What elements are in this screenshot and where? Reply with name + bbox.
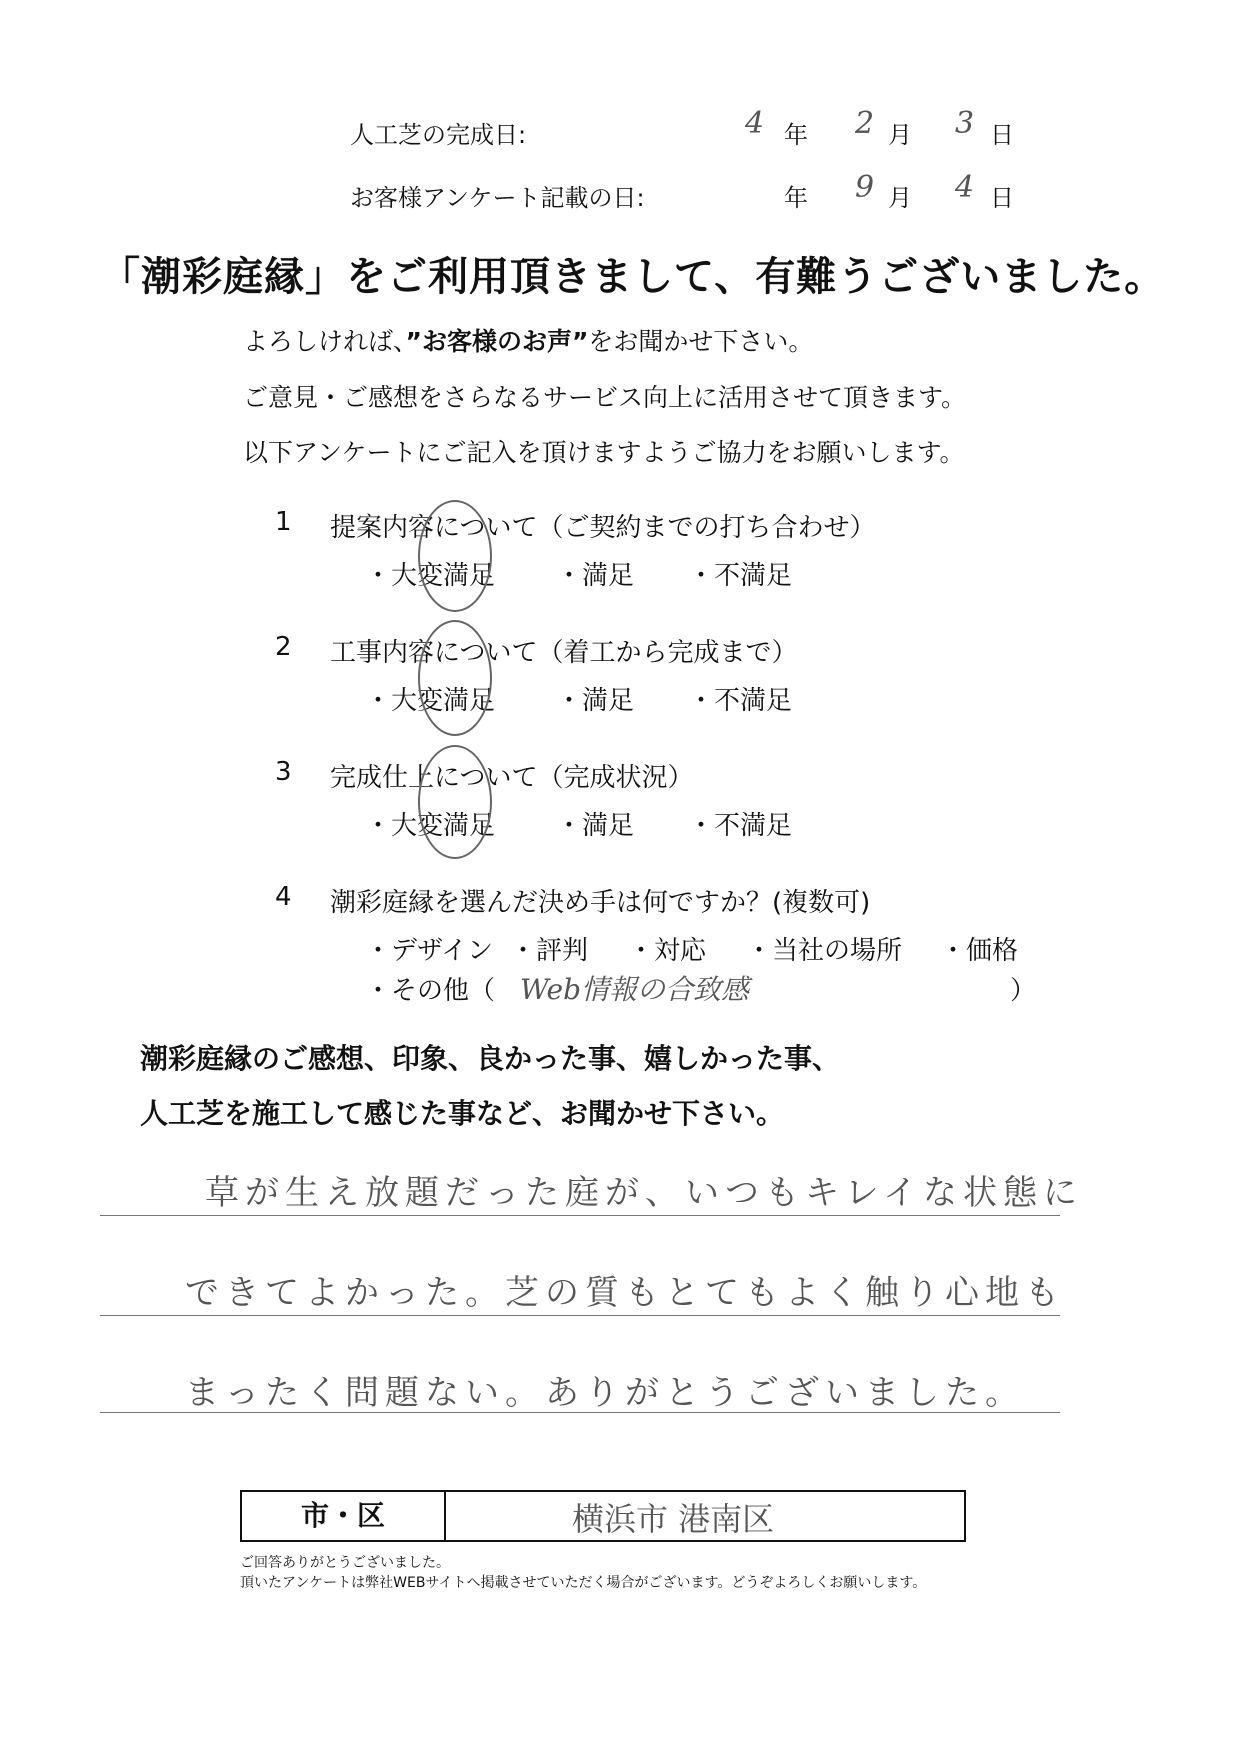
option-satisfied[interactable]: ・満足	[556, 811, 635, 841]
answer-rule	[100, 1215, 1060, 1216]
option-dissatisfied[interactable]: ・不満足	[688, 686, 793, 716]
city-ward-label: 市・区	[300, 1499, 385, 1532]
month-unit: 月	[888, 184, 912, 212]
completion-date-label: 人工芝の完成日:	[350, 121, 527, 149]
selection-circle-mark	[418, 745, 492, 859]
year-unit: 年	[784, 184, 808, 212]
city-ward-value[interactable]: 横浜市 港南区	[572, 1500, 775, 1538]
completion-month-value: 2	[855, 106, 875, 141]
option-location[interactable]: ・当社の場所	[746, 936, 903, 966]
day-unit: 日	[990, 184, 1014, 212]
question-number: 1	[275, 507, 292, 537]
survey-date-label: お客様アンケート記載の日:	[350, 184, 645, 212]
option-satisfied[interactable]: ・満足	[556, 561, 635, 591]
option-very-satisfied[interactable]: ・大変満足	[365, 811, 496, 841]
free-comment-prompt-line-1: 潮彩庭縁のご感想、印象、良かった事、嬉しかった事、	[140, 1042, 841, 1075]
option-price[interactable]: ・価格	[940, 936, 1019, 966]
intro-line-3: 以下アンケートにご記入を頂けますようご協力をお願いします。	[243, 438, 965, 467]
option-reputation[interactable]: ・評判	[510, 936, 589, 966]
survey-month-value: 9	[855, 170, 875, 205]
option-other-value[interactable]: Web情報の合致感	[520, 973, 749, 1006]
answer-rule	[100, 1315, 1060, 1316]
question-text: 提案内容について（ご契約までの打ち合わせ）	[330, 513, 876, 543]
answer-rule	[100, 1412, 1060, 1413]
day-unit: 日	[990, 121, 1014, 149]
option-response[interactable]: ・対応	[628, 936, 707, 966]
option-dissatisfied[interactable]: ・不満足	[688, 561, 793, 591]
answer-line-3[interactable]: まったく問題ない。ありがとうございました。	[185, 1373, 1025, 1413]
month-unit: 月	[888, 121, 912, 149]
year-unit: 年	[784, 121, 808, 149]
option-very-satisfied[interactable]: ・大変満足	[365, 686, 496, 716]
question-number: 2	[275, 632, 292, 662]
option-design[interactable]: ・デザイン	[365, 936, 494, 966]
intro-line-1-suffix: をお聞かせ下さい。	[588, 327, 814, 356]
completion-day-value: 3	[955, 106, 975, 141]
option-other-close: ）	[1010, 976, 1037, 1006]
intro-line-2: ご意見・ご感想をさらなるサービス向上に活用させて頂きます。	[243, 383, 967, 412]
free-comment-prompt-line-2: 人工芝を施工して感じた事など、お聞かせ下さい。	[140, 1097, 785, 1130]
question-number: 4	[275, 882, 292, 912]
selection-circle-mark	[418, 620, 492, 736]
footer-line-1: ご回答ありがとうございました。	[240, 1555, 450, 1571]
question-text: 完成仕上について（完成状況）	[330, 763, 694, 793]
option-other-label: ・その他（	[365, 976, 496, 1006]
option-satisfied[interactable]: ・満足	[556, 686, 635, 716]
city-box-divider	[444, 1492, 446, 1540]
city-ward-field	[240, 1490, 966, 1542]
footer-line-2: 頂いたアンケートは弊社WEBサイトへ掲載させていただく場合がございます。どうぞよろしくお願いします。	[240, 1575, 927, 1591]
intro-line-1	[243, 322, 813, 358]
completion-year-value: 4	[745, 106, 765, 141]
option-very-satisfied[interactable]: ・大変満足	[365, 561, 496, 591]
intro-line-1-bold: ”お客様のお声”	[405, 327, 589, 356]
answer-line-1[interactable]: 草が生え放題だった庭が、いつもキレイな状態に	[205, 1173, 1083, 1213]
option-dissatisfied[interactable]: ・不満足	[688, 811, 793, 841]
thank-you-headline: 「潮彩庭縁」をご利用頂きまして、有難うございました。	[100, 254, 1166, 300]
question-text: 工事内容について（着工から完成まで）	[330, 638, 798, 668]
question-number: 3	[275, 757, 292, 787]
selection-circle-mark	[418, 500, 492, 612]
question-text: 潮彩庭縁を選んだ決め手は何ですか？(複数可)	[330, 888, 871, 918]
answer-line-2[interactable]: できてよかった。芝の質もとてもよく触り心地も	[185, 1273, 1065, 1313]
intro-line-1-prefix: よろしければ、	[243, 327, 406, 356]
survey-day-value: 4	[955, 170, 975, 205]
